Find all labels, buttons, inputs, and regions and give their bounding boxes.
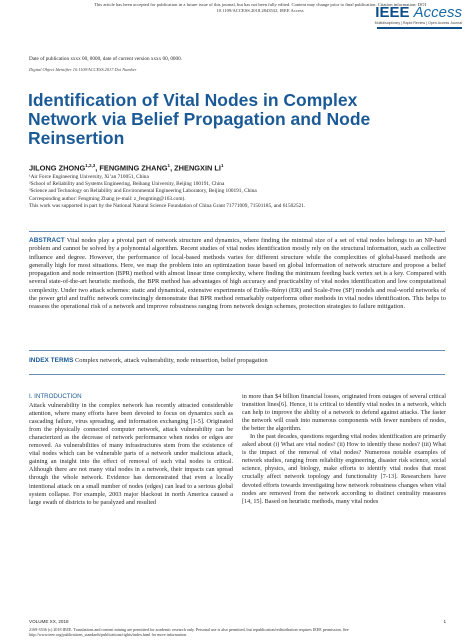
- author-3-affil: 1: [220, 163, 224, 168]
- preprint-notice-line2: 10.1109/ACCESS.2018.2843532, IEEE Access: [216, 8, 304, 13]
- footer-copyright: [29, 627, 449, 637]
- preprint-notice-line1: This article has been accepted for publication in a future issue of this journal, but has not been fully edited. Content may change prior to final publication. Citation information: DOI: [94, 2, 426, 7]
- publication-dates: Date of publication xxxx 00, 0000, date of current version xxxx 00, 0000.: [29, 56, 182, 62]
- paper-title: [28, 91, 428, 148]
- doi-line: Digital Object Identifier 10.1109/ACCESS.2017.Doi Number: [29, 67, 137, 72]
- body-column-left: [29, 393, 233, 507]
- affiliation-2: ²School of Reliability and Systems Engineering, Beihang University, Beijing 100191, China: [29, 181, 225, 188]
- body-column-right: [242, 393, 446, 506]
- logo-wordmark: [375, 5, 462, 20]
- logo-access: Access: [413, 4, 462, 21]
- index-terms-label: INDEX TERMS: [29, 357, 74, 364]
- abstract-top-rule: [29, 231, 445, 232]
- section-heading-introduction: I. INTRODUCTION: [29, 393, 82, 400]
- author-1-affil: 1,2,3: [85, 163, 96, 168]
- index-terms: [29, 357, 446, 365]
- corresponding-author: Corresponding author: Fengming Zhang (e-mail: z_fengming@163.com).: [29, 195, 186, 202]
- title-line-1: Identification of Vital Nodes in Complex: [28, 90, 358, 110]
- footer-page-number: 1: [443, 619, 446, 624]
- logo-tagline: Multidisciplinary | Rapid Review | Open Access Journal: [374, 21, 462, 25]
- logo-underline: [377, 27, 462, 29]
- author-2: , FENGMING ZHANG: [95, 163, 168, 173]
- footer-copyright-line2: http://www.ieee.org/publications_standards/publications/rights/index.html for more information.: [29, 632, 188, 638]
- index-terms-rule: [29, 374, 445, 375]
- affiliation-1: ¹Air Force Engineering University, Xi’an 710051, China: [29, 174, 149, 180]
- abstract: [29, 237, 446, 312]
- abstract-bottom-rule: [29, 350, 445, 351]
- title-line-3: Reinsertion: [28, 128, 125, 148]
- author-1: JILONG ZHONG: [29, 163, 86, 173]
- footer-copyright-line1: 2169-3536 (c) 2018 IEEE. Translations and content mining are permitted for academic research only. Personal use is also permitted, but republication/redistribution requires IEEE permission. See: [29, 627, 349, 632]
- abstract-text: Vital nodes play a pivotal part of network structure and dynamics, where finding the minimal size of a set of vital nodes belongs to an NP-hard problem and cannot be solved by a polynomial algorithm. Recent studies of vital nodes identification mostly rely on the structural information, such as collective influence and degree. However, the performance of local-based methods varies for different structure while the complexities of global-based methods are generally high for most situations. Here, we map the problem into an optimization issue based on global information of network structure and propose a belief propagation and node reinsertion (BPR) method with almost linear time complexity, where finding the minimum feeding back vertex set is a key. Compared with several state-of-the-art heuristic methods, the BPR method has advantages of high accuracy and practicability of vital nodes identification and low computational complexity. Under two attack schemes: static and dynamical, extensive experiments of Erdős–Rényi (ER) and Scale-Free (SF) models and real-world networks of the power grid and traffic network convincingly demonstrate that BPR method remarkably outperforms other methods in vital nodes identification. This helps to reassess the operational risk of a network and improve robustness ranging from network design schemes, protection strategies to failure mitigation.: [29, 237, 446, 311]
- intro-paragraph-1: Attack vulnerability in the complex network has recently attracted considerable attention, where many efforts have been devoted to focus on dynamics such as cascading failure, virus spreading, and information exchanging [1-5]. Originated from the physically connected computer network, attack vulnerability can be characterized as the decrease of network performance when nodes or edges are removed. As vulnerabilities of many infrastructures stem from the existence of vital nodes which can be vulnerable parts of a network under malicious attack, gaining an insight into the effect of removal of such vital nodes is critical. Although there are not many vital nodes in a network, their impacts can spread through the whole network. Evidence has demonstrated that even a locally intentional attack on a small number of nodes (edges) can lead to a serious global system collapse. For example, 2003 major blackout in north America caused a large swath of districts to be paralyzed and resulted: [29, 402, 233, 506]
- funding-note: This work was supported in part by the National Natural Science Foundation of China Grant 71771009, 71501185, and 61502521.: [29, 202, 306, 209]
- intro-paragraph-1-continued: in more than $4 billion financial losses, originated from outages of several critical transition lines[6]. Hence, it is critical to identify vital nodes in a network, which can help to improve the ability of a network to defend against attacks. The faster the network will crash into numerous components with fewer numbers of nodes, the better the algorithm.: [242, 393, 446, 433]
- author-3: , ZHENGXIN LI: [170, 163, 221, 173]
- index-terms-text: Complex network, attack vulnerability, node reinsertion, belief propagation: [75, 357, 268, 364]
- abstract-label: ABSTRACT: [29, 237, 65, 244]
- intro-paragraph-2: In the past decades, questions regarding vital nodes identification are primarily asked about (i) What are vital nodes? (ii) How to identify these nodes? (iii) What is the impact of the removal of vital nodes? Numerous notable examples of network studies, ranging from reliability engineering, disaster risk science, social science, physics, and biology, make efforts to identify vital nodes that most crucially affect network topology and functionality [7-13]. Researchers have devoted efforts towards investigating how network robustness changes when vital nodes are removed from the network according to distinct centrality measures [14, 15]. Based on heuristic methods, many vital nodes: [242, 433, 446, 505]
- title-line-2: Network via Belief Propagation and Node: [28, 109, 371, 129]
- footer-volume: VOLUME XX, 2018: [29, 619, 69, 624]
- logo-ieee: IEEE: [375, 4, 410, 21]
- affiliations: [29, 174, 449, 210]
- author-2-affil: 1: [167, 163, 171, 168]
- ieee-access-logo: [375, 5, 462, 25]
- author-list: [29, 163, 224, 172]
- affiliation-3: ³Science and Technology on Reliability and Environmental Engineering Laboratory, Beijing 100191, China: [29, 188, 257, 195]
